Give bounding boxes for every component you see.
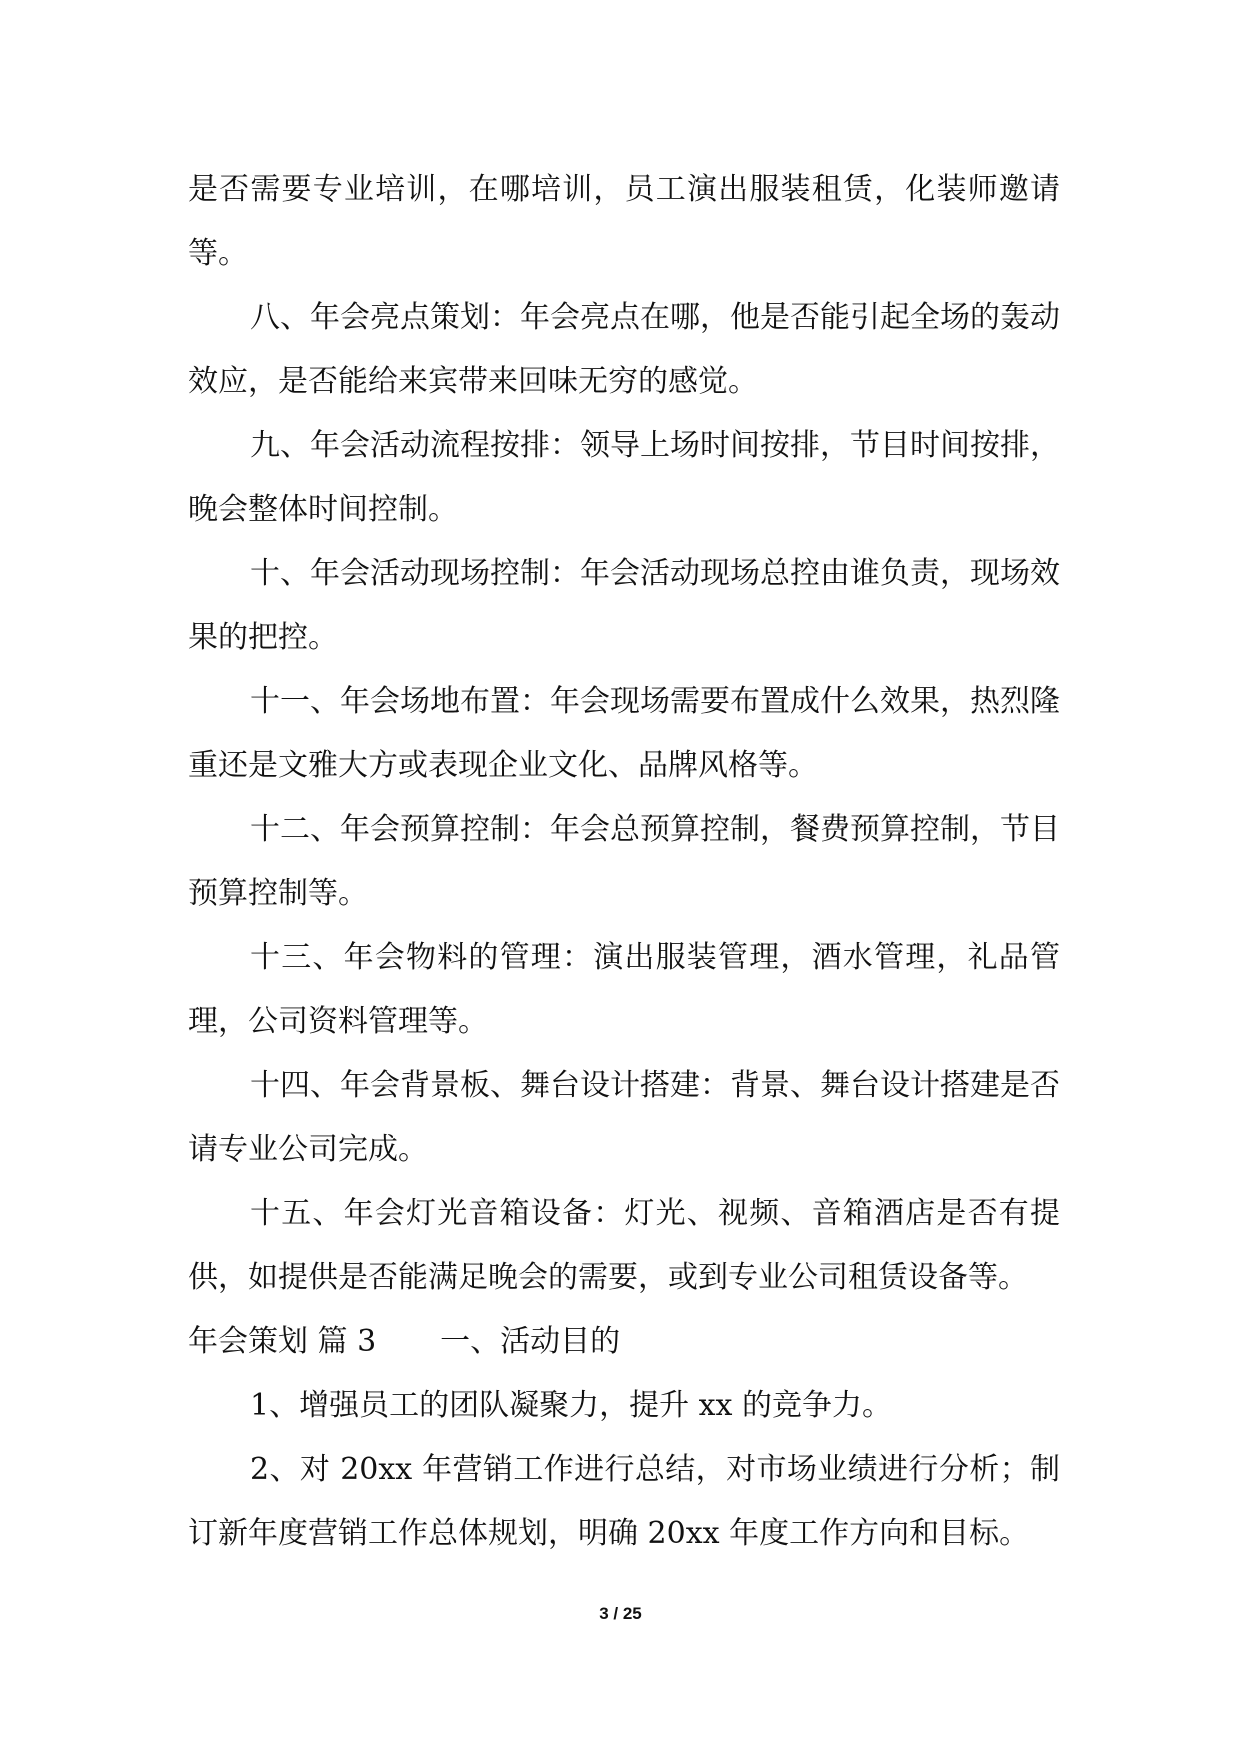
section-title: 年会策划 <box>188 1324 308 1359</box>
paragraph: 十四、年会背景板、舞台设计搭建：背景、舞台设计搭建是否请专业公司完成。 <box>188 1068 1060 1167</box>
paragraph: 八、年会亮点策划：年会亮点在哪，他是否能引起全场的轰动效应，是否能给来宾带来回味无穷的感觉。 <box>188 300 1060 399</box>
paragraph: 十二、年会预算控制：年会总预算控制，餐费预算控制，节目预算控制等。 <box>188 812 1060 911</box>
paragraph: 十、年会活动现场控制：年会活动现场总控由谁负责，现场效果的把控。 <box>188 556 1060 655</box>
paragraph: 十一、年会场地布置：年会现场需要布置成什么效果，热烈隆重还是文雅大方或表现企业文化、品牌风格等。 <box>188 684 1060 783</box>
paragraph: 十三、年会物料的管理：演出服装管理，酒水管理，礼品管理，公司资料管理等。 <box>188 940 1060 1039</box>
paragraph: 十五、年会灯光音箱设备：灯光、视频、音箱酒店是否有提供，如提供是否能满足晚会的需要，或到专业公司租赁设备等。 <box>188 1196 1060 1295</box>
section-part: 篇 3 <box>317 1324 377 1359</box>
paragraph: 是否需要专业培训，在哪培训，员工演出服装租赁，化装师邀请等。 <box>188 172 1060 271</box>
page-number: 3 / 25 <box>599 1604 642 1623</box>
section-subtitle: 一、活动目的 <box>440 1324 621 1359</box>
paragraph: 1、增强员工的团队凝聚力，提升 xx 的竞争力。 <box>250 1388 892 1423</box>
paragraph: 2、对 20xx 年营销工作进行总结，对市场业绩进行分析；制订新年度营销工作总体规划，明确 20xx 年度工作方向和目标。 <box>188 1452 1060 1551</box>
page-content <box>188 158 1060 1566</box>
section-heading <box>188 1310 1060 1374</box>
paragraph: 九、年会活动流程按排：领导上场时间按排，节目时间按排，晚会整体时间控制。 <box>188 428 1060 527</box>
